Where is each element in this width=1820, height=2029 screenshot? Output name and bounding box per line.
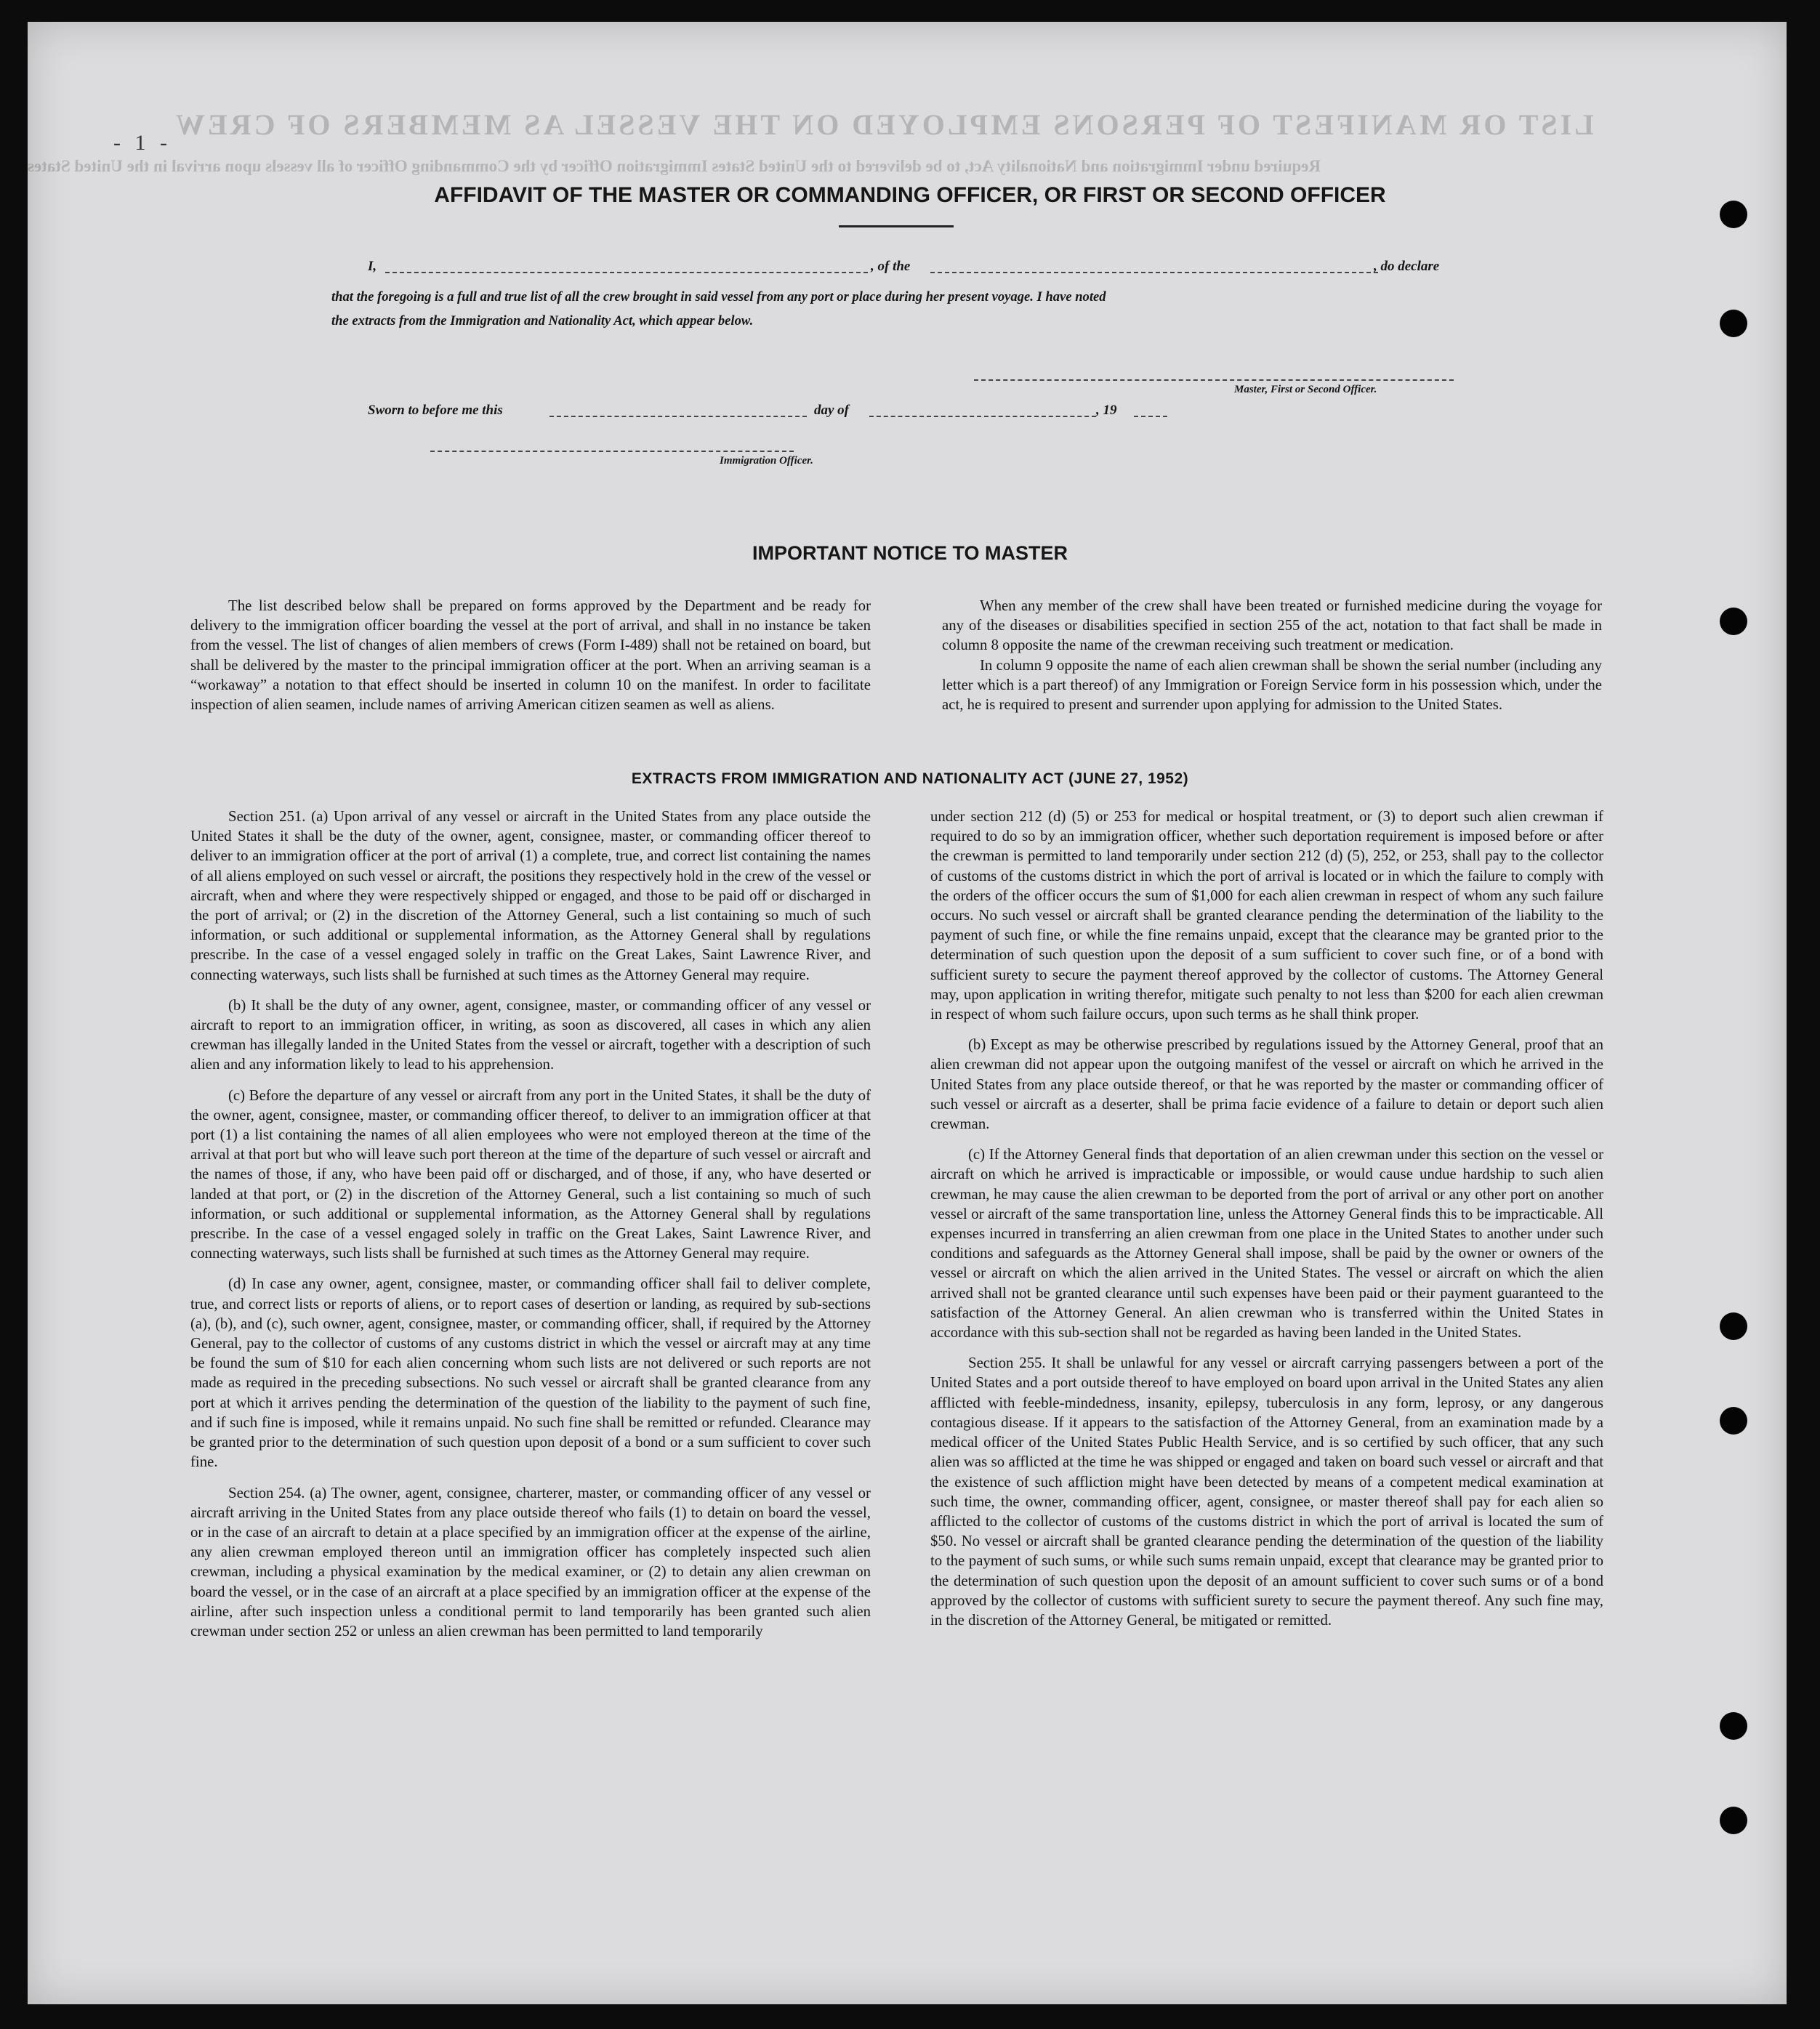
master-signature-field[interactable] <box>974 379 1454 381</box>
punch-hole <box>1720 1712 1747 1740</box>
punch-hole <box>1720 1312 1747 1340</box>
extracts-right-column <box>930 807 1603 1630</box>
sworn-label: Sworn to before me this <box>368 403 503 418</box>
notice-right-paragraph-2: In column 9 opposite the name of each alien crewman shall be shown the serial number (including any letter which is a part thereof) of any Immigration or Foreign Service form in his possession which, under the act, he is required to present and surrender upon applying for admission to the United States. <box>942 656 1602 714</box>
affidavit-statement-line1: that the foregoing is a full and true list of all the crew brought in said vessel from any port or place during her present voyage. I have noted <box>331 289 1106 304</box>
section-255: Section 255. It shall be unlawful for any vessel or aircraft carrying passengers between a port of the United States and a port outside thereof to have employed on board upon arrival in the United States any alien afflicted with feeble-mindedness, insanity, epilepsy, tuberculosis in any form, leprosy, or any dangerous contagious disease. If it appears to the satisfaction of the Attorney General, from an examination made by a medical officer of the United States Public Health Service, and is so certified by such officer, that any such alien was so afflicted at the time he was shipped or engaged and taken on board such vessel or aircraft and that the existence of such affliction might have been detected by means of a competent medical examination at such time, the owner, commanding officer, agent, consignee, or master thereof shall pay for each alien so afflicted to the collector of customs of the customs district in which the port of arrival is located the sum of $50. No vessel or aircraft shall be granted clearance pending the determination of the question of the liability to the payment of such sums, or while such sums remain unpaid, except that clearance may be granted prior to the determination of such question upon the deposit of an amount sufficient to cover such sums or of a bond approved by the collector of customs with sufficient surety to secure the payment thereof. Any such fine may, in the discretion of the Attorney General, be mitigated or remitted. <box>930 1355 1603 1629</box>
section-254a-continued: under section 212 (d) (5) or 253 for medical or hospital treatment, or (3) to deport such alien crewman if required to do so by an immigration officer, whether such deportation requirement is imposed before or after the crewman is permitted to land temporarily under section 212 (d) (5), 252, or 253, shall pay to the collector of customs of the customs district in which the port of arrival is located or in which the failure to comply with the orders of the officer occurs the sum of $1,000 for each alien crewman in respect of whom any such failure occurs. No such vessel or aircraft shall be granted clearance pending the determination of the liability to the payment of such fine, or while the fine remains unpaid, except that the clearance may be granted prior to the determination of such question upon the deposit of a sum sufficient to cover such fine, or of a bond with sufficient surety to secure the payment thereof approved by the collector of customs. The Attorney General may, upon application in writing therefor, mitigate such penalty to not less than $200 for each alien crewman in respect of whom such failure occurs, upon such terms as he shall think proper. <box>930 808 1603 1023</box>
affidavit-i-label: I, <box>368 259 377 274</box>
section-251b: (b) It shall be the duty of any owner, agent, consignee, master, or commanding officer of any vessel or aircraft to report to an immigration officer, in writing, as soon as discovered, all cases in which any alien crewman has illegally landed in the United States from the vessel or aircraft, together with a description of such alien and any information likely to lead to his apprehension. <box>190 996 871 1073</box>
day-of-label: day of <box>814 403 850 418</box>
sworn-year-field[interactable] <box>1134 416 1167 417</box>
extracts-left-column <box>190 807 871 1641</box>
notice-title: IMPORTANT NOTICE TO MASTER <box>752 542 1068 564</box>
declarant-name-field[interactable] <box>385 272 868 273</box>
section-254b: (b) Except as may be otherwise prescribed by regulations issued by the Attorney General, proof that an alien crewman did not appear upon the outgoing manifest of the vessel or aircraft on which he arrived in the United States from any place outside thereof, or that he was reported by the master or commanding officer of such vessel or aircraft as a deserter, shall be prima facie evidence of a failure to detain or deport such alien crewman. <box>930 1036 1603 1133</box>
sworn-day-field[interactable] <box>549 416 807 417</box>
notice-left-paragraph: The list described below shall be prepared on forms approved by the Department and be ready for delivery to the immigration officer boarding the vessel at the port of arrival, and shall in no instance be taken from the vessel. The list of changes of alien members of crews (Form I-489) shall not be retained on board, but shall be delivered by the master to the principal immigration officer at the port. When an arriving seaman is a “workaway” a notation to that effect should be inserted in column 10 on the manifest. In order to facilitate inspection of alien seamen, include names of arriving American citizen seamen as well as aliens. <box>190 597 871 714</box>
title-underline <box>839 225 954 227</box>
affidavit-title: AFFIDAVIT OF THE MASTER OR COMMANDING OFFICER, OR FIRST OR SECOND OFFICER <box>434 183 1386 207</box>
master-signature-label: Master, First or Second Officer. <box>1234 384 1377 395</box>
immigration-officer-label: Immigration Officer. <box>720 455 813 467</box>
bleed-through-subtitle: Required under Immigration and Nationality Act, to be delivered to the United States Immigration Officer by the Commanding Officer of all vessels upon arrival in the United States <box>28 157 1321 175</box>
vessel-name-field[interactable] <box>930 272 1378 273</box>
section-254a: Section 254. (a) The owner, agent, consignee, charterer, master, or commanding officer of any vessel or aircraft arriving in the United States from any place outside thereof who fails (1) to detain on board the vessel, or in the case of an aircraft to detain at a place specified by an immigration officer at the expense of the airline, any alien crewman employed thereon until an immigration officer has completely inspected such alien crewman, including a physical examination by the medical examiner, or (2) to detain any alien crewman on board the vessel, or in the case of an aircraft at a place specified by an immigration officer at the expense of the airline, after such inspection unless a conditional permit to land temporarily has been granted such alien crewman under section 252 or unless an alien crewman has been permitted to land temporarily <box>190 1484 871 1639</box>
notice-right-paragraph-1: When any member of the crew shall have been treated or furnished medicine during the voyage for any of the diseases or disabilities specified in section 255 of the act, notation to that fact shall be made in column 8 opposite the name of the crewman receiving such treatment or medication. <box>942 597 1602 654</box>
punch-hole <box>1720 1407 1747 1435</box>
year-label: , 19 <box>1096 403 1117 418</box>
affidavit-of-the-label: , of the <box>871 259 911 274</box>
punch-hole <box>1720 1807 1747 1834</box>
immigration-officer-signature-field[interactable] <box>430 451 794 452</box>
punch-hole <box>1720 608 1747 635</box>
page-number: - 1 - <box>113 131 172 155</box>
affidavit-declare-label: , do declare <box>1374 259 1440 274</box>
notice-left-column <box>190 596 871 714</box>
bleed-through-title: LIST OR MANIFEST OF PERSONS EMPLOYED ON THE VESSEL AS MEMBERS OF CREW <box>173 108 1594 141</box>
section-251c: (c) Before the departure of any vessel or aircraft from any port in the United States, it shall be the duty of the owner, agent, consignee, master, or commanding officer thereof, to deliver to an immigration officer at that port (1) a list containing the names of all alien employees who were not employed thereon at the time of the arrival at that port but who will leave such port thereon at the time of the departure of such vessel or aircraft and the names of those, if any, who have been paid off or discharged, and of those, if any, who have deserted or landed at that port, or (2) in the discretion of the Attorney General, such a list containing so much of such information, or such additional or supplemental information, as the Attorney General shall by regulations prescribe. In the case of a vessel engaged solely in traffic on the Great Lakes, Saint Lawrence River, and connecting waterways, such lists shall be furnished at such times as the Attorney General may require. <box>190 1086 871 1262</box>
section-254c: (c) If the Attorney General finds that deportation of an alien crewman under this section on the vessel or aircraft on which he arrived is impracticable or impossible, or would cause undue hardship to such alien crewman, he may cause the alien crewman to be deported from the port of arrival or any other port on another vessel or aircraft of the same transportation line, unless the Attorney General finds this to be impracticable. All expenses incurred in transferring an alien crewman from one place in the United States to another under such conditions and safeguards as the Attorney General shall impose, shall be paid by the owner or owners of the vessel or aircraft on which the alien arrived in the United States. The vessel or aircraft on which the alien arrived shall not be granted clearance until such expenses have been paid or their payment guaranteed to the satisfaction of the Attorney General. An alien crewman who is transferred within the United States in accordance with this sub-section shall not be regarded as having been landed in the United States. <box>930 1146 1603 1342</box>
sworn-month-field[interactable] <box>869 416 1096 417</box>
extracts-title: EXTRACTS FROM IMMIGRATION AND NATIONALITY ACT (JUNE 27, 1952) <box>631 770 1189 787</box>
punch-hole <box>1720 310 1747 337</box>
section-251d: (d) In case any owner, agent, consignee, master, or commanding officer shall fail to deliver complete, true, and correct lists or reports of aliens, or to report cases of desertion or landing, as required by sub-sections (a), (b), and (c), such owner, agent, consignee, master, or commanding officer, shall, if required by the Attorney General, pay to the collector of customs of any customs district in which the vessel or aircraft may at any time be found the sum of $10 for each alien concerning whom such lists are not delivered or such reports are not made as required in the preceding subsections. No such vessel or aircraft shall be granted clearance from any port at which it arrives pending the determination of the question of the liability to the payment of such fine, and if such fine is imposed, while it remains unpaid. No such fine shall be remitted or refunded. Clearance may be granted prior to the determination of such question upon deposit of a bond or a sum sufficient to cover such fine. <box>190 1275 871 1471</box>
section-251a: Section 251. (a) Upon arrival of any vessel or aircraft in the United States from any place outside the United States it shall be the duty of the owner, agent, consignee, master, or commanding officer thereof to deliver to an immigration officer at the port of arrival (1) a complete, true, and correct list containing the names of all aliens employed on such vessel or aircraft, the positions they respectively hold in the crew of the vessel or aircraft, when and where they were respectively shipped or engaged, and those to be paid off or discharged in the port of arrival; or (2) in the discretion of the Attorney General, such a list containing so much of such information, or such additional or supplemental information, as the Attorney General shall by regulations prescribe. In the case of a vessel engaged solely in traffic on the Great Lakes, Saint Lawrence River, and connecting waterways, such lists shall be furnished at such times as the Attorney General may require. <box>190 808 871 983</box>
affidavit-statement-line2: the extracts from the Immigration and Nationality Act, which appear below. <box>331 313 754 328</box>
notice-right-column <box>942 596 1602 714</box>
